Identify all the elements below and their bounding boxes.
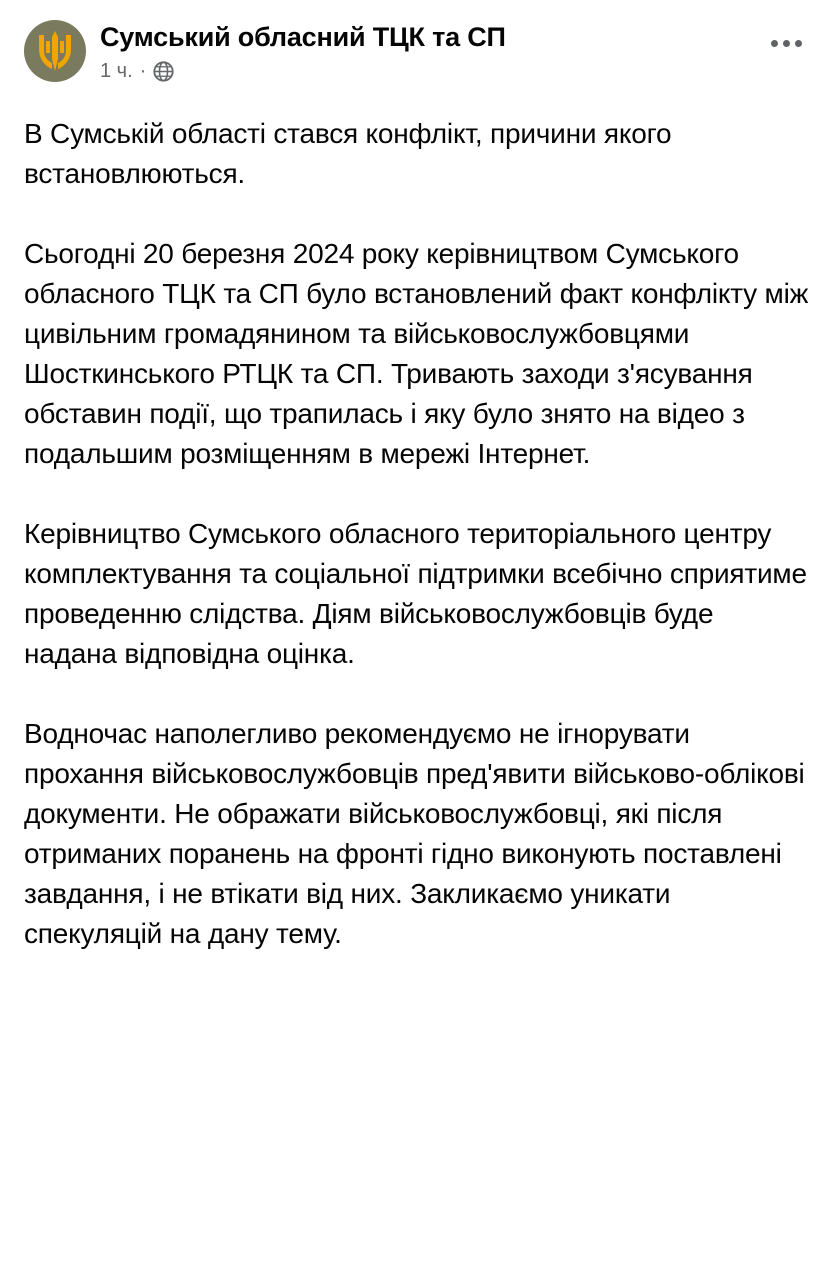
post-paragraph: Сьогодні 20 березня 2024 року керівництвом Сумського обласного ТЦК та СП було встановлений факт конфлікту між цивільним громадянином та військовослужбовцями Шосткинського РТЦК та СП. Тривають заходи з'ясування обставин події, що трапилась і яку було знято на відео з подальшим розміщенням в мережі Інтернет. bbox=[24, 238, 816, 469]
post-paragraph: Керівництво Сумського обласного територіального центру комплектування та соціальної підтримки всебічно сприятиме проведенню слідства. Діям військовослужбовців буде надана відповідна оцінка. bbox=[24, 518, 815, 669]
more-options-icon[interactable] bbox=[764, 28, 808, 58]
more-dot bbox=[771, 40, 778, 47]
post-paragraph: В Сумській області стався конфлікт, причини якого встановлюються. bbox=[24, 118, 679, 189]
more-dot bbox=[795, 40, 802, 47]
globe-icon[interactable] bbox=[153, 61, 174, 82]
post-author-name[interactable]: Сумський обласний ТЦК та СП bbox=[100, 22, 506, 52]
post-timestamp[interactable]: 1 ч. bbox=[100, 60, 133, 82]
post-paragraph: Водночас наполегливо рекомендуємо не ігнорувати прохання військовослужбовців пред'явити військово-облікові документи. Не ображати військовослужбовці, які після отриманих поранень на фронті гідно виконують поставлені завдання, і не втікати від них. Закликаємо уникати спекуляцій на дану тему. bbox=[24, 718, 813, 949]
meta-separator: · bbox=[139, 60, 147, 82]
post-body bbox=[24, 114, 816, 954]
tryzub-emblem-icon bbox=[35, 29, 75, 73]
post-header bbox=[24, 18, 810, 92]
post-header-text bbox=[100, 18, 810, 83]
post-meta bbox=[100, 59, 810, 83]
more-dot bbox=[783, 40, 790, 47]
avatar[interactable] bbox=[24, 20, 86, 82]
